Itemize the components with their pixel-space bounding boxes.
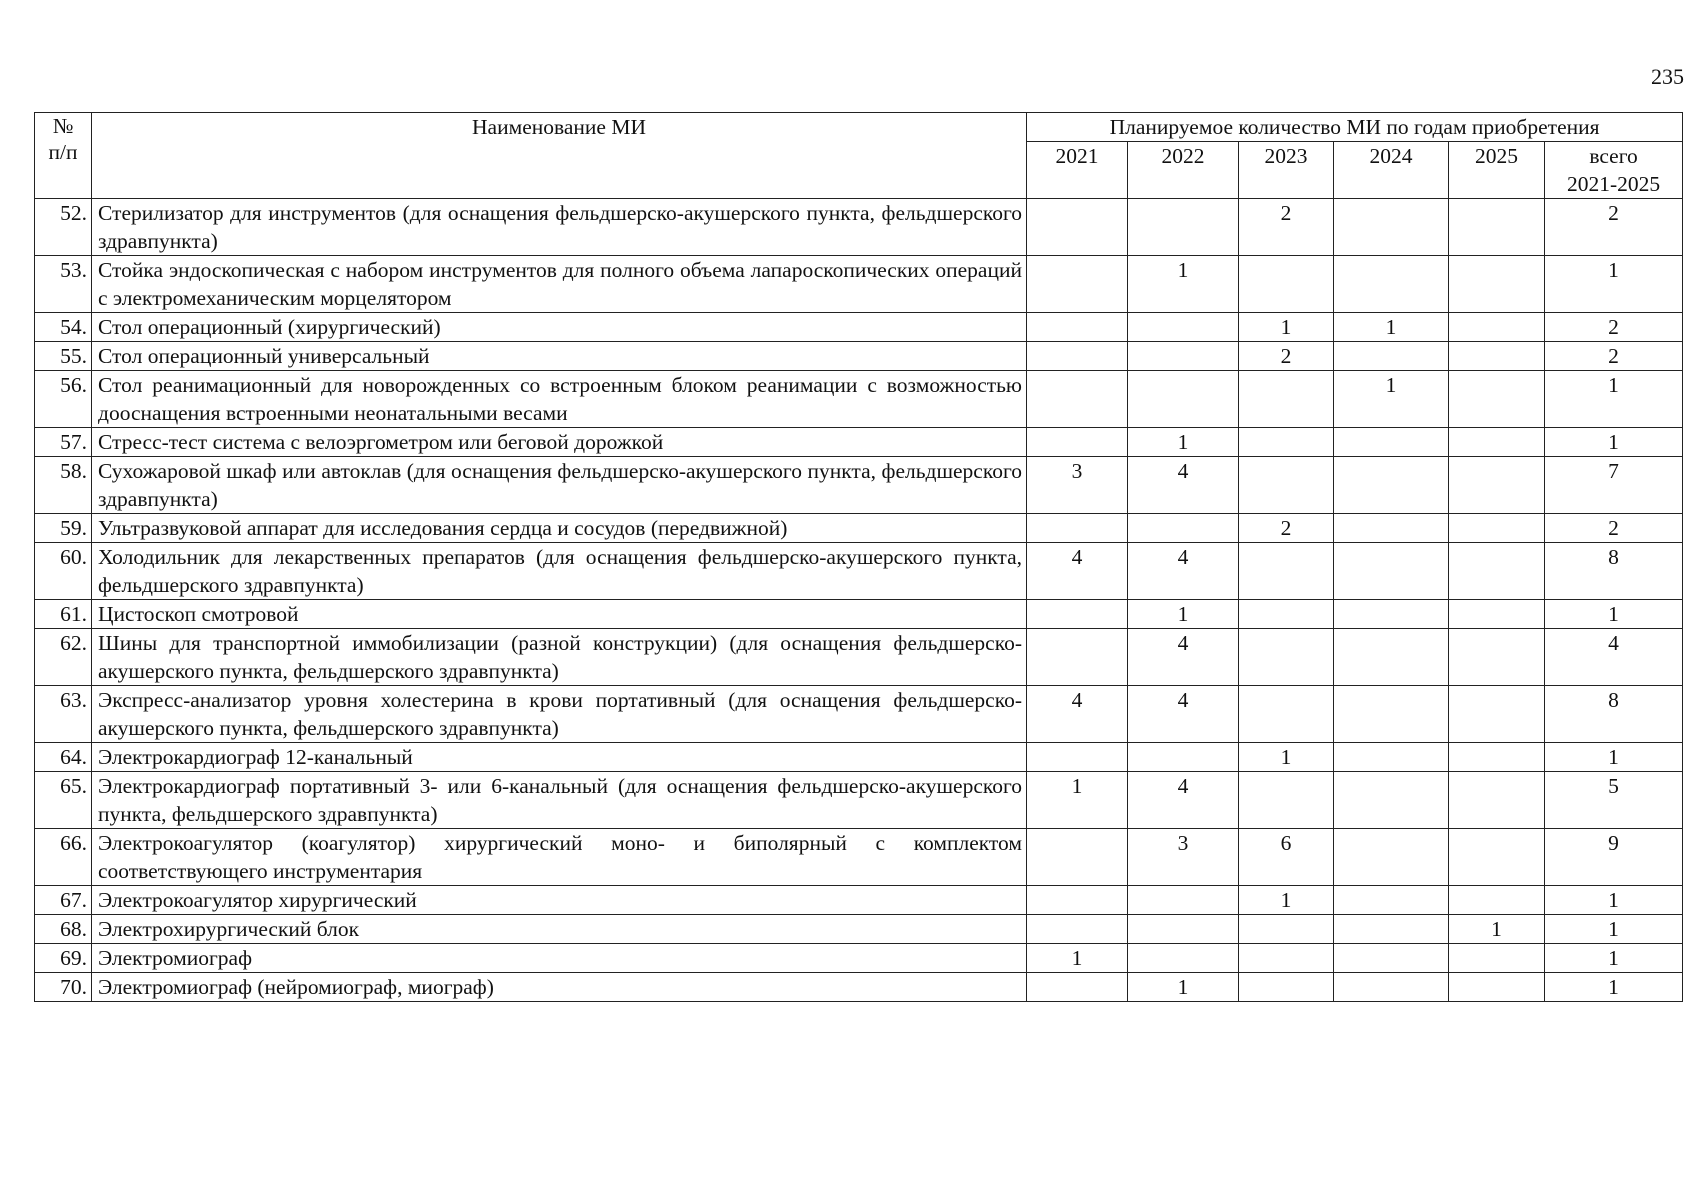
row-2024-value	[1334, 342, 1449, 371]
row-number: 70.	[35, 973, 92, 1002]
row-2024-value	[1334, 514, 1449, 543]
row-total-value: 1	[1545, 256, 1683, 313]
row-2021-value: 4	[1027, 686, 1128, 743]
row-total-value: 8	[1545, 686, 1683, 743]
row-total-value: 1	[1545, 944, 1683, 973]
row-2024-value	[1334, 256, 1449, 313]
row-2024-value	[1334, 629, 1449, 686]
row-2023-value	[1239, 256, 1334, 313]
row-2024-value	[1334, 457, 1449, 514]
table-row	[35, 973, 1683, 1002]
row-total-value: 1	[1545, 428, 1683, 457]
row-2022-value: 1	[1128, 600, 1239, 629]
row-2021-value	[1027, 199, 1128, 256]
row-2024-value: 1	[1334, 313, 1449, 342]
row-2024-value	[1334, 686, 1449, 743]
row-name: Стресс-тест система с велоэргометром или беговой дорожкой	[92, 428, 1027, 457]
header-number-line2: п/п	[48, 140, 78, 164]
header-total	[1545, 142, 1683, 199]
table-row	[35, 772, 1683, 829]
row-number: 66.	[35, 829, 92, 886]
row-2022-value	[1128, 342, 1239, 371]
row-2023-value	[1239, 371, 1334, 428]
table-row	[35, 371, 1683, 428]
row-2025-value: 1	[1449, 915, 1545, 944]
row-2022-value: 1	[1128, 973, 1239, 1002]
row-name: Ультразвуковой аппарат для исследования сердца и сосудов (передвижной)	[92, 514, 1027, 543]
row-2024-value: 1	[1334, 371, 1449, 428]
row-name: Стол операционный (хирургический)	[92, 313, 1027, 342]
row-2023-value	[1239, 600, 1334, 629]
row-2021-value	[1027, 973, 1128, 1002]
row-total-value: 7	[1545, 457, 1683, 514]
equipment-table	[34, 112, 1683, 1002]
row-2021-value: 4	[1027, 543, 1128, 600]
row-2022-value	[1128, 199, 1239, 256]
header-plan: Планируемое количество МИ по годам приобретения	[1027, 113, 1683, 142]
row-number: 61.	[35, 600, 92, 629]
row-2024-value	[1334, 199, 1449, 256]
row-name: Стерилизатор для инструментов (для оснащения фельдшерско-акушерского пункта, фельдшерского здравпункта)	[92, 199, 1027, 256]
row-2021-value	[1027, 629, 1128, 686]
row-2021-value	[1027, 915, 1128, 944]
row-2025-value	[1449, 944, 1545, 973]
row-2025-value	[1449, 743, 1545, 772]
row-2021-value	[1027, 342, 1128, 371]
table-header	[35, 113, 1683, 199]
row-2022-value: 4	[1128, 457, 1239, 514]
row-2022-value	[1128, 944, 1239, 973]
row-2023-value: 1	[1239, 313, 1334, 342]
row-2023-value: 6	[1239, 829, 1334, 886]
row-name: Электрокоагулятор хирургический	[92, 886, 1027, 915]
row-number: 63.	[35, 686, 92, 743]
row-2021-value: 3	[1027, 457, 1128, 514]
row-2021-value	[1027, 743, 1128, 772]
row-2021-value	[1027, 371, 1128, 428]
row-number: 65.	[35, 772, 92, 829]
row-name: Холодильник для лекарственных препаратов (для оснащения фельдшерско-акушерского пункта, фельдшерского здравпункта)	[92, 543, 1027, 600]
row-2022-value: 1	[1128, 256, 1239, 313]
header-year-2022: 2022	[1128, 142, 1239, 199]
row-number: 54.	[35, 313, 92, 342]
header-year-2023: 2023	[1239, 142, 1334, 199]
row-2025-value	[1449, 686, 1545, 743]
table-row	[35, 514, 1683, 543]
row-2025-value	[1449, 342, 1545, 371]
row-2021-value: 1	[1027, 944, 1128, 973]
header-year-2021: 2021	[1027, 142, 1128, 199]
row-number: 68.	[35, 915, 92, 944]
row-2022-value	[1128, 313, 1239, 342]
row-total-value: 1	[1545, 371, 1683, 428]
row-2022-value: 4	[1128, 772, 1239, 829]
row-2023-value	[1239, 973, 1334, 1002]
row-2021-value	[1027, 600, 1128, 629]
row-2024-value	[1334, 886, 1449, 915]
row-number: 55.	[35, 342, 92, 371]
row-total-value: 1	[1545, 973, 1683, 1002]
row-2023-value: 1	[1239, 743, 1334, 772]
row-2025-value	[1449, 199, 1545, 256]
row-name: Шины для транспортной иммобилизации (разной конструкции) (для оснащения фельдшерско-акушерского пункта, фельдшерского здравпункта)	[92, 629, 1027, 686]
row-number: 69.	[35, 944, 92, 973]
row-total-value: 2	[1545, 313, 1683, 342]
row-2024-value	[1334, 600, 1449, 629]
row-2022-value: 4	[1128, 686, 1239, 743]
row-total-value: 1	[1545, 743, 1683, 772]
row-name: Цистоскоп смотровой	[92, 600, 1027, 629]
row-name: Стойка эндоскопическая с набором инструментов для полного объема лапароскопических операций с электромеханическим морцелятором	[92, 256, 1027, 313]
row-2021-value: 1	[1027, 772, 1128, 829]
row-2022-value	[1128, 915, 1239, 944]
table-row	[35, 428, 1683, 457]
table-row	[35, 543, 1683, 600]
row-name: Стол операционный универсальный	[92, 342, 1027, 371]
row-2025-value	[1449, 428, 1545, 457]
row-number: 52.	[35, 199, 92, 256]
row-2023-value: 2	[1239, 342, 1334, 371]
row-2024-value	[1334, 915, 1449, 944]
header-name: Наименование МИ	[92, 113, 1027, 199]
row-total-value: 1	[1545, 886, 1683, 915]
row-total-value: 5	[1545, 772, 1683, 829]
row-2022-value	[1128, 743, 1239, 772]
row-name: Электрокоагулятор (коагулятор) хирургический моно- и биполярный с комплектом соответствующего инструментария	[92, 829, 1027, 886]
row-number: 56.	[35, 371, 92, 428]
row-2023-value: 1	[1239, 886, 1334, 915]
row-2021-value	[1027, 829, 1128, 886]
row-name: Электрокардиограф 12-канальный	[92, 743, 1027, 772]
row-2025-value	[1449, 256, 1545, 313]
row-name: Электрокардиограф портативный 3- или 6-канальный (для оснащения фельдшерско-акушерского пункта, фельдшерского здравпункта)	[92, 772, 1027, 829]
row-number: 59.	[35, 514, 92, 543]
row-number: 60.	[35, 543, 92, 600]
row-2025-value	[1449, 457, 1545, 514]
row-2022-value: 1	[1128, 428, 1239, 457]
table-row	[35, 313, 1683, 342]
row-2025-value	[1449, 772, 1545, 829]
table-row	[35, 600, 1683, 629]
page-number: 235	[1651, 64, 1684, 89]
row-2024-value	[1334, 543, 1449, 600]
row-2025-value	[1449, 600, 1545, 629]
row-name: Электрохирургический блок	[92, 915, 1027, 944]
table-row	[35, 829, 1683, 886]
row-2024-value	[1334, 973, 1449, 1002]
row-2021-value	[1027, 514, 1128, 543]
row-2021-value	[1027, 428, 1128, 457]
row-2022-value	[1128, 371, 1239, 428]
row-total-value: 9	[1545, 829, 1683, 886]
row-2022-value	[1128, 514, 1239, 543]
row-2025-value	[1449, 313, 1545, 342]
row-2024-value	[1334, 772, 1449, 829]
table-body	[35, 199, 1683, 1002]
row-2023-value: 2	[1239, 199, 1334, 256]
header-number-line1: №	[52, 114, 74, 138]
row-2021-value	[1027, 313, 1128, 342]
row-2025-value	[1449, 514, 1545, 543]
row-2025-value	[1449, 829, 1545, 886]
table-row	[35, 915, 1683, 944]
row-2023-value	[1239, 772, 1334, 829]
row-2024-value	[1334, 944, 1449, 973]
row-total-value: 1	[1545, 600, 1683, 629]
row-number: 64.	[35, 743, 92, 772]
row-name: Стол реанимационный для новорожденных со встроенным блоком реанимации с возможностью дооснащения встроенными неонатальными весами	[92, 371, 1027, 428]
row-2025-value	[1449, 973, 1545, 1002]
row-2022-value	[1128, 886, 1239, 915]
header-number	[35, 113, 92, 199]
table-row	[35, 629, 1683, 686]
row-total-value: 2	[1545, 199, 1683, 256]
row-2021-value	[1027, 256, 1128, 313]
table-row	[35, 886, 1683, 915]
header-total-line1: всего	[1589, 144, 1638, 168]
row-2023-value	[1239, 944, 1334, 973]
row-total-value: 2	[1545, 514, 1683, 543]
row-number: 67.	[35, 886, 92, 915]
row-2023-value	[1239, 543, 1334, 600]
row-2023-value	[1239, 428, 1334, 457]
row-2023-value	[1239, 915, 1334, 944]
table-row	[35, 944, 1683, 973]
row-number: 58.	[35, 457, 92, 514]
row-2023-value	[1239, 457, 1334, 514]
header-year-2024: 2024	[1334, 142, 1449, 199]
row-total-value: 2	[1545, 342, 1683, 371]
row-2023-value	[1239, 629, 1334, 686]
row-total-value: 8	[1545, 543, 1683, 600]
table-row	[35, 199, 1683, 256]
row-2025-value	[1449, 886, 1545, 915]
header-total-line2: 2021-2025	[1566, 172, 1661, 196]
table-row	[35, 686, 1683, 743]
row-2024-value	[1334, 743, 1449, 772]
table-row	[35, 342, 1683, 371]
row-2021-value	[1027, 886, 1128, 915]
table-row	[35, 743, 1683, 772]
header-year-2025: 2025	[1449, 142, 1545, 199]
table-row	[35, 457, 1683, 514]
row-2024-value	[1334, 829, 1449, 886]
row-name: Экспресс-анализатор уровня холестерина в крови портативный (для оснащения фельдшерско-акушерского пункта, фельдшерского здравпункта)	[92, 686, 1027, 743]
row-2024-value	[1334, 428, 1449, 457]
row-2025-value	[1449, 543, 1545, 600]
row-number: 53.	[35, 256, 92, 313]
row-name: Электромиограф	[92, 944, 1027, 973]
row-2023-value	[1239, 686, 1334, 743]
row-2022-value: 4	[1128, 629, 1239, 686]
row-total-value: 4	[1545, 629, 1683, 686]
row-number: 57.	[35, 428, 92, 457]
row-number: 62.	[35, 629, 92, 686]
row-name: Электромиограф (нейромиограф, миограф)	[92, 973, 1027, 1002]
row-2022-value: 4	[1128, 543, 1239, 600]
row-total-value: 1	[1545, 915, 1683, 944]
table-row	[35, 256, 1683, 313]
row-2022-value: 3	[1128, 829, 1239, 886]
row-2025-value	[1449, 629, 1545, 686]
row-2023-value: 2	[1239, 514, 1334, 543]
row-2025-value	[1449, 371, 1545, 428]
row-name: Сухожаровой шкаф или автоклав (для оснащения фельдшерско-акушерского пункта, фельдшерского здравпункта)	[92, 457, 1027, 514]
